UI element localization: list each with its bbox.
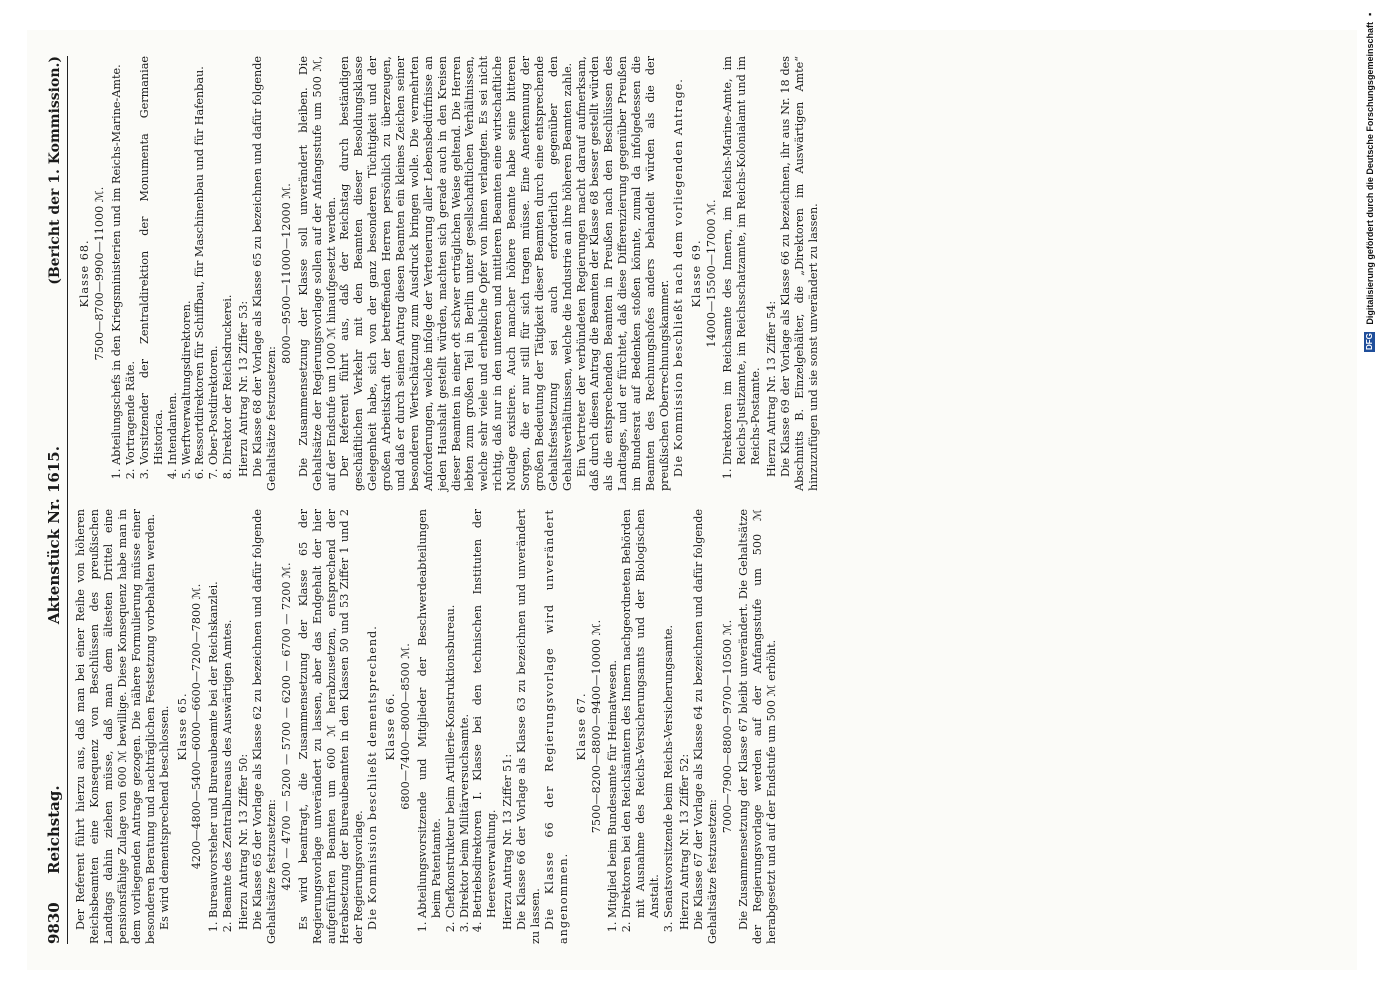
list-item: 1. Direktoren im Reichsamte des Innern, im Reichs-Marine-Amte, im Reichs-Justizamte, im Reichsschatzamte, im Reichs-Kolonialamt und im Reichs-Postamte. [721,56,763,465]
klasse-66-heading: Klasse 66. [383,692,397,761]
paragraph: Der Referent führt aus, daß der Reichstag durch beständigen geschäftlichen Verkehr mit den Beamten dieser Besoldungsklasse Gelegenheit habe, sich von der ganz besonderen Tüchtigkeit und der großen Arbeitskraft der betreffenden Herren persönlich zu überzeugen, und daß er durch seinen Antrag diesen Beamten ein kleines Zeichen seiner besonderen Wertschätzung zum Ausdruck bringen wolle. Die vermehrten Anforderungen, welche infolge der Verteuerung aller Lebensbedürfnisse an jeden Haushalt gestellt würden, machten sich gerade auch in den Kreisen dieser Beamten in einer oft schwer erträglichen Weise geltend. Die Herren lebten zum großen Teil in Berlin unter gesellschaftlichen Verhältnissen, welche sehr viele und erhebliche Opfer von ihnen verlangten. Es sei nicht richtig, daß nur in den unteren und mittleren Beamten eine wirtschaftliche Notlage existiere. Auch mancher höhere Beamte habe seine bitteren Sorgen, die er nur still für sich tragen müsse. Eine Anerkennung der großen Bedeutung der Tätigkeit dieser Beamten durch eine entsprechende Gehaltsfestsetzung sei auch erforderlich gegenüber den Gehaltsverhältnissen, welche die Industrie an ihre höheren Beamten zahle. [337,56,574,491]
paragraph: Es wird dementsprechend beschlossen. [157,705,171,930]
column-right [74,56,820,491]
list-item: 3. Vorsitzender der Zentraldirektion der Monumenta Germaniae Historica. [137,56,165,465]
list-item: 3. Senatsvorsitzende beim Reichs-Versicherungsamte. [661,509,675,918]
antrag-text: Die Klasse 67 der Vorlage als Klasse 64 zu bezeichnen und dafür folgende Gehaltsätze festzusetzen: [691,509,719,944]
list-item: 2. Chefkonstrukteur beim Artillerie-Konstruktionsbureau. [443,509,457,918]
list-item: 2. Direktoren bei den Reichsämtern des Innern nachgeordneten Behörden mit Ausnahme des Reichs-Versicherungsamts und der Biologischen Anstalt. [620,509,662,918]
page-header [45,56,68,944]
antrag-text: Die Klasse 69 der Vorlage als Klasse 66 zu bezeichnen, ihr aus Nr. 18 des Abschnitts B. Einzelgehälter, die „Direktoren im Auswärtigen Amte“ hinzuzufügen und sie sonst unverändert zu lassen. [778,56,820,491]
klasse-67-new-amounts: 7000—7900—8800—9700—10500 ℳ. [720,619,734,834]
list-item: 4. Betriebsdirektoren I. Klasse bei den technischen Instituten der Heeresverwaltung. [471,509,499,918]
digitization-credit [1364,10,1375,980]
page-number: 9830 [44,902,63,944]
antrag-heading: Hierzu Antrag Nr. 13 Ziffer 52: [677,753,691,930]
klasse-65-list [207,509,235,944]
klasse-69-heading: Klasse 69. [689,239,703,308]
klasse-68-list [110,56,235,491]
klasse-66-amounts: 6800—7400—8000—8500 ℳ. [398,643,412,810]
list-item: 2. Beamte des Zentralbureaus des Auswärtigen Amtes. [221,509,235,918]
klasse-67-amounts: 7500—8200—8800—9400—10000 ℳ. [589,619,603,834]
paragraph: Es wird beantragt, die Zusammensetzung der Klasse 65 der Regierungsvorlage unverändert zu lassen, aber das Endgehalt der hier aufgeführten Beamten um 600 ℳ herabzusetzen, entsprechend der Herabsetzung der Bureaubeamten in den Klassen 50 und 53 Ziffer 1 und 2 der Regierungsvorlage. [296,509,365,944]
list-item: 1. Bureauvorsteher und Bureaubeamte bei der Reichskanzlei. [207,509,221,918]
antrag-heading: Hierzu Antrag Nr. 13 Ziffer 50: [236,753,250,930]
header-aktenstueck: Aktenstück Nr. 1615. [44,446,63,625]
text-columns [74,56,820,944]
header-bericht: (Bericht der 1. Kommission.) [46,56,63,285]
antrag-text: Die Klasse 68 der Vorlage als Klasse 65 zu bezeichnen und dafür folgende Gehaltsätze festzusetzen: [250,56,278,491]
antrag-text: Die Klasse 66 der Vorlage als Klasse 63 zu bezeichnen und unverändert zu lassen. [514,509,542,944]
digitization-credit-text: Digitalisierung gefördert durch die Deutsche Forschungsgemeinschaft ▪ [1365,10,1375,326]
paragraph: Die Kommission beschließt nach dem vorliegenden Antrage. [671,78,685,477]
klasse-68-new-amounts: 8000—9500—11000—12000 ℳ. [279,183,293,364]
klasse-68-heading: Klasse 68. [77,239,91,308]
antrag-text: Die Klasse 65 der Vorlage als Klasse 62 zu bezeichnen und dafür folgende Gehaltsätze festzusetzen: [250,509,278,944]
column-left [74,509,820,944]
list-item: 1. Mitglied beim Bundesamte für Heimatwesen. [606,509,620,918]
list-item: 1. Abteilungschefs in den Kriegsministerien und im Reichs-Marine-Amte. [110,56,124,465]
header-reichstag: Reichstag. [44,785,63,874]
list-item: 6. Ressortdirektoren für Schiffbau, für Maschinenbau und für Hafenbau. [193,56,207,465]
list-item: 2. Vortragende Räte. [124,56,138,465]
paragraph: Die Klasse 66 der Regierungsvorlage wird unverändert angenommen. [542,509,570,944]
paragraph: Ein Vertreter der verbündeten Regierungen macht darauf aufmerksam, daß durch diesen Antrag die Beamten der Klasse 68 besser gestellt würden als die entsprechenden Beamten in Preußen nach den Beschlüssen des Landtages, und er fürchtet, daß diese Differenzierung gegenüber Preußen im Bundesrat auf Bedenken stoßen könnte, zumal da infolgedessen die Beamten des Rechnungshofes anders behandelt würden als die der preußischen Oberrechnungskammer. [574,56,671,491]
antrag-heading: Hierzu Antrag Nr. 13 Ziffer 51: [500,753,514,930]
dfg-logo: DFG [1365,333,1374,351]
antrag-heading: Hierzu Antrag Nr. 13 Ziffer 54: [764,300,778,477]
list-item: 1. Abteilungsvorsitzende und Mitglieder der Beschwerdeabteilungen beim Patentamte. [415,509,443,918]
klasse-65-new-amounts: 4200 — 4700 — 5200 — 5700 — 6200 — 6700 — 7200 ℳ. [279,562,293,891]
klasse-69-amounts: 14000—15500—17000 ℳ. [704,199,718,348]
list-item: 3. Direktor beim Militärversuchsamte. [457,509,471,918]
paragraph: Die Zusammensetzung der Klasse soll unverändert bleiben. Die Gehaltsätze der Regierungsvorlage sollen auf der Anfangsstufe um 500 ℳ, auf der Endstufe um 1000 ℳ hinaufgesetzt werden. [296,56,337,491]
list-item: 8. Direktor der Reichsdruckerei. [221,56,235,465]
klasse-68-amounts: 7500—8700—9900—11000 ℳ. [92,186,106,361]
klasse-66-list [415,509,498,944]
list-item: 7. Ober-Postdirektoren. [207,56,221,465]
list-item: 4. Intendanten. [165,56,179,465]
klasse-65-amounts: 4200—4800—5400—6000—6600—7200—7800 ℳ. [189,583,203,870]
klasse-67-heading: Klasse 67. [574,692,588,761]
paragraph: Die Zusammensetzung der Klasse 67 bleibt unverändert. Die Gehaltsätze der Regierungsvorlage werden auf der Anfangsstufe um 500 ℳ herabgesetzt und auf der Endstufe um 500 ℳ erhöht. [736,509,778,944]
document-page [27,30,1357,970]
paragraph: Der Referent führt hierzu aus, daß man bei einer Reihe von höheren Reichsbeamten eine Konsequenz von Beschlüssen des preußischen Landtags dahin ziehen müsse, daß man dem ältesten Drittel eine pensionsfähige Zulage von 600 ℳ bewillige. Diese Konsequenz habe man in dem vorliegenden Antrage gezogen. Die nähere Formulierung müsse einer besonderen Beratung und nachträglichen Festsetzung vorbehalten werden. [73,509,157,944]
antrag-heading: Hierzu Antrag Nr. 13 Ziffer 53: [236,300,250,477]
klasse-65-heading: Klasse 65. [175,692,189,761]
klasse-67-list [606,509,675,944]
klasse-69-list [721,56,763,491]
paragraph: Die Kommission beschließt dementsprechend. [365,625,379,930]
list-item: 5. Werftverwaltungsdirektoren. [179,56,193,465]
